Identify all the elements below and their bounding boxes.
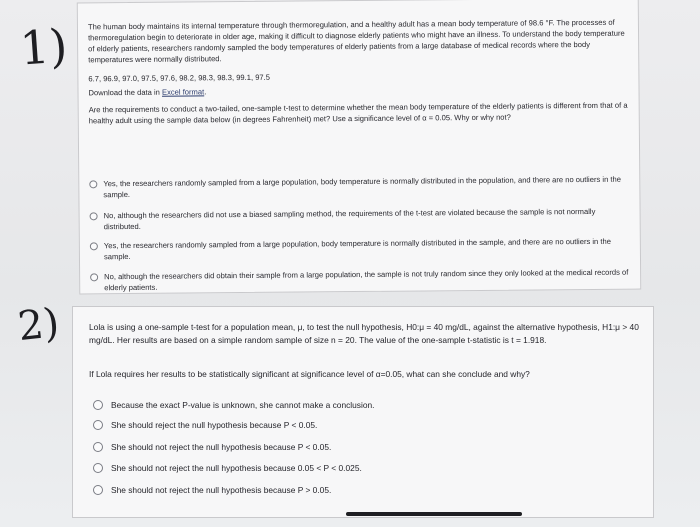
- option-label: Because the exact P-value is unknown, she cannot make a conclusion.: [111, 400, 375, 410]
- option-label: She should not reject the null hypothesis because P > 0.05.: [111, 485, 332, 495]
- question-2-option-4[interactable]: [93, 462, 362, 475]
- handwritten-marker-2: 2): [15, 299, 62, 351]
- question-2-intro: Lola is using a one-sample t-test for a population mean, μ, to test the null hypothesis, H0:μ = 40 mg/dL, against the alternative hypothesis, H1:μ > 40 mg/dL. Her results are based on a simple random sample of size n = 20. The value of the one-sample t-statistic is t = 1.918.: [89, 322, 639, 345]
- question-2-option-2[interactable]: [93, 419, 317, 432]
- question-2-option-1[interactable]: [93, 399, 375, 412]
- question-1-intro: The human body maintains its internal temperature through thermoregulation, and a healthy adult has a mean body temperature of 98.6 °F. The processes of thermoregulation begin to deteriorate in older age, making it difficult to diagnose elderly patients who might have an illness. To understand the body temperature of elderly patients, researchers randomly sampled the body temperatures of elderly patients from a large database of medical records where the body temperatures were normally distributed.: [87, 17, 625, 65]
- handwritten-marker-1: 1): [18, 18, 70, 76]
- radio-button[interactable]: [90, 273, 98, 281]
- radio-button[interactable]: [89, 180, 97, 188]
- excel-format-link[interactable]: Excel format: [161, 87, 205, 97]
- radio-button[interactable]: [93, 400, 103, 410]
- question-1-option-4[interactable]: [90, 267, 630, 294]
- option-label: She should reject the null hypothesis because P < 0.05.: [111, 420, 318, 430]
- download-prefix: Download the data in: [88, 87, 163, 98]
- question-2-card: [72, 306, 654, 518]
- radio-button[interactable]: [93, 485, 103, 495]
- question-2-option-5[interactable]: [93, 484, 331, 497]
- question-1-option-2[interactable]: [90, 206, 630, 233]
- option-label: Yes, the researchers randomly sampled from a large population, body temperature is normally distributed in the population, and there are no outliers in the sample.: [103, 174, 621, 200]
- download-line: [88, 83, 628, 99]
- option-label: No, although the researchers did not use a biased sampling method, the requirements of the t-test are violated because the sample is not normally distributed.: [103, 206, 596, 232]
- option-label: Yes, the researchers randomly sampled from a large population, body temperature is normally distributed in the sample, and there are no outliers in the sample.: [103, 236, 611, 262]
- download-suffix: .: [204, 87, 207, 97]
- question-1-card: [77, 0, 642, 294]
- home-indicator-bar: [346, 512, 522, 516]
- question-1-data-values: 6.7, 96.9, 97.0, 97.5, 97.6, 98.2, 98.3, 98.3, 99.1, 97.5: [88, 72, 270, 84]
- question-1-prompt: Are the requirements to conduct a two-tailed, one-sample t-test to determine whether the mean body temperature of the elderly patients is different from that of a healthy adult using the sample data below (in degrees Fahrenheit) met? Use a significance level of α = 0.05. Why or why not?: [88, 100, 628, 126]
- option-label: No, although the researchers did obtain their sample from a large population, the sample is not truly random since they only looked at the medical records of elderly patients.: [104, 267, 629, 293]
- radio-button[interactable]: [93, 442, 103, 452]
- question-1-option-1[interactable]: [89, 174, 629, 201]
- radio-button[interactable]: [93, 463, 103, 473]
- question-1-option-3[interactable]: [90, 236, 630, 263]
- option-label: She should not reject the null hypothesis because P < 0.05.: [111, 442, 332, 452]
- radio-button[interactable]: [90, 212, 98, 220]
- option-label: She should not reject the null hypothesis because 0.05 < P < 0.025.: [111, 463, 362, 473]
- radio-button[interactable]: [93, 420, 103, 430]
- question-2-option-3[interactable]: [93, 441, 331, 454]
- radio-button[interactable]: [90, 242, 98, 250]
- question-2-prompt: If Lola requires her results to be statistically significant at significance level of α=0.05, what can she conclude and why?: [89, 369, 530, 379]
